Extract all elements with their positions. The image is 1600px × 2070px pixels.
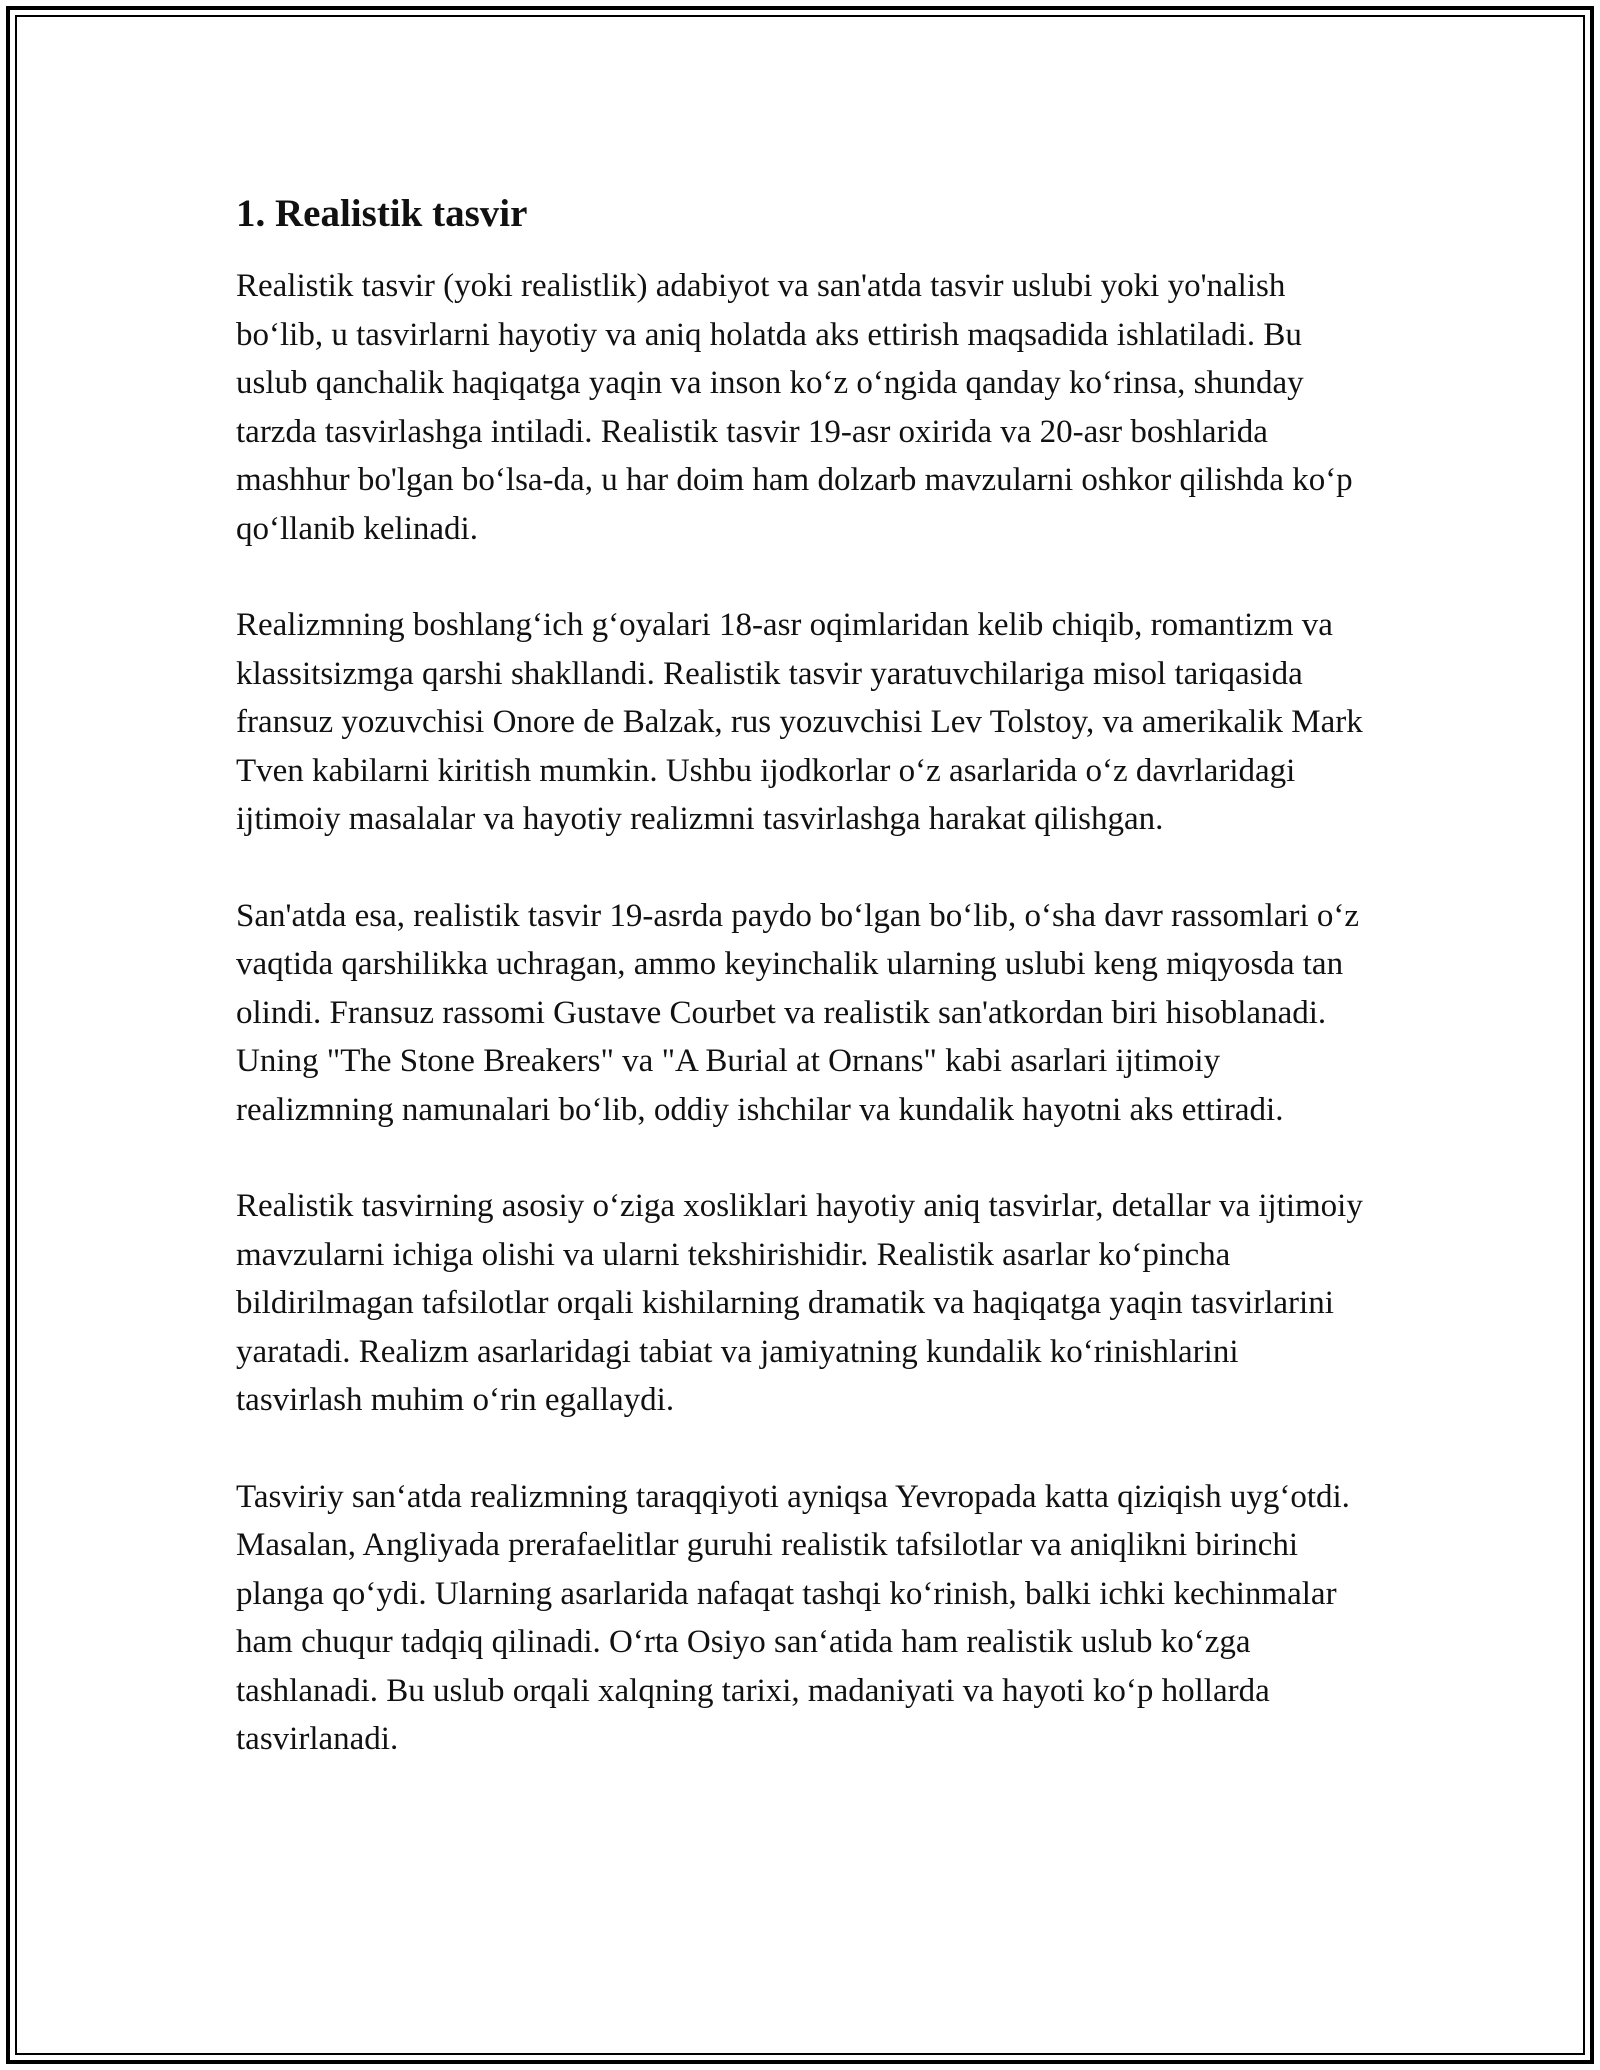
paragraph-3: San'atda esa, realistik tasvir 19-asrda paydo bo‘lgan bo‘lib, o‘sha davr rassomlari o‘z vaqtida qarshilikka uchragan, ammo keyinchalik ularning uslubi keng miqyosda tan olindi. Fransuz rassomi Gustave Courbet va realistik san'atkordan biri hisoblanadi. Uning "The Stone Breakers" va "A Burial at Ornans" kabi asarlari ijtimoiy realizmning namunalari bo‘lib, oddiy ishchilar va kundalik hayotni aks ettiradi. — [236, 897, 1360, 1128]
paragraph-1: Realistik tasvir (yoki realistlik) adabiyot va san'atda tasvir uslubi yoki yo'nalish bo‘lib, u tasvirlarni hayotiy va aniq holatda aks ettirish maqsadida ishlatiladi. Bu uslub qanchalik haqiqatga yaqin va inson ko‘z o‘ngida qanday ko‘rinsa, shunday tarzda tasvirlashga intiladi. Realistik tasvir 19-asr oxirida va 20-asr boshlarida mashhur bo'lgan bo‘lsa-da, u har doim ham dolzarb mavzularni oshkor qilishda ko‘p qo‘llanib kelinadi. — [236, 268, 1353, 547]
document-body — [236, 186, 1371, 1812]
paragraph-5: Tasviriy san‘atda realizmning taraqqiyoti ayniqsa Yevropada katta qiziqish uyg‘otdi. Masalan, Angliyada prerafaelitlar guruhi realistik tafsilotlar va aniqlikni birinchi planga qo‘ydi. Ularning asarlarida nafaqat tashqi ko‘rinish, balki ichki kechinmalar ham chuqur tadqiq qilinadi. O‘rta Osiyo san‘atida ham realistik uslub ko‘zga tashlanadi. Bu uslub orqali xalqning tarixi, madaniyati va hayoti ko‘p hollarda tasvirlanadi. — [236, 1478, 1350, 1757]
paragraph-4: Realistik tasvirning asosiy o‘ziga xosliklari hayotiy aniq tasvirlar, detallar va ijtimoiy mavzularni ichiga olishi va ularni tekshirishidir. Realistik asarlar ko‘pincha bildirilmagan tafsilotlar orqali kishilarning dramatik va haqiqatga yaqin tasvirlarini yaratadi. Realizm asarlaridagi tabiat va jamiyatning kundalik ko‘rinishlarini tasvirlash muhim o‘rin egallaydi. — [236, 1188, 1363, 1418]
paragraph-2: Realizmning boshlang‘ich g‘oyalari 18-asr oqimlaridan kelib chiqib, romantizm va klassitsizmga qarshi shakllandi. Realistik tasvir yaratuvchilariga misol tariqasida fransuz yozuvchisi Onore de Balzak, rus yozuvchisi Lev Tolstoy, va amerikalik Mark Tven kabilarni kiritish mumkin. Ushbu ijodkorlar o‘z asarlarida o‘z davrlaridagi ijtimoiy masalalar va hayotiy realizmni tasvirlashga harakat qilishgan. — [236, 607, 1363, 837]
section-heading: 1. Realistik tasvir — [236, 192, 528, 235]
